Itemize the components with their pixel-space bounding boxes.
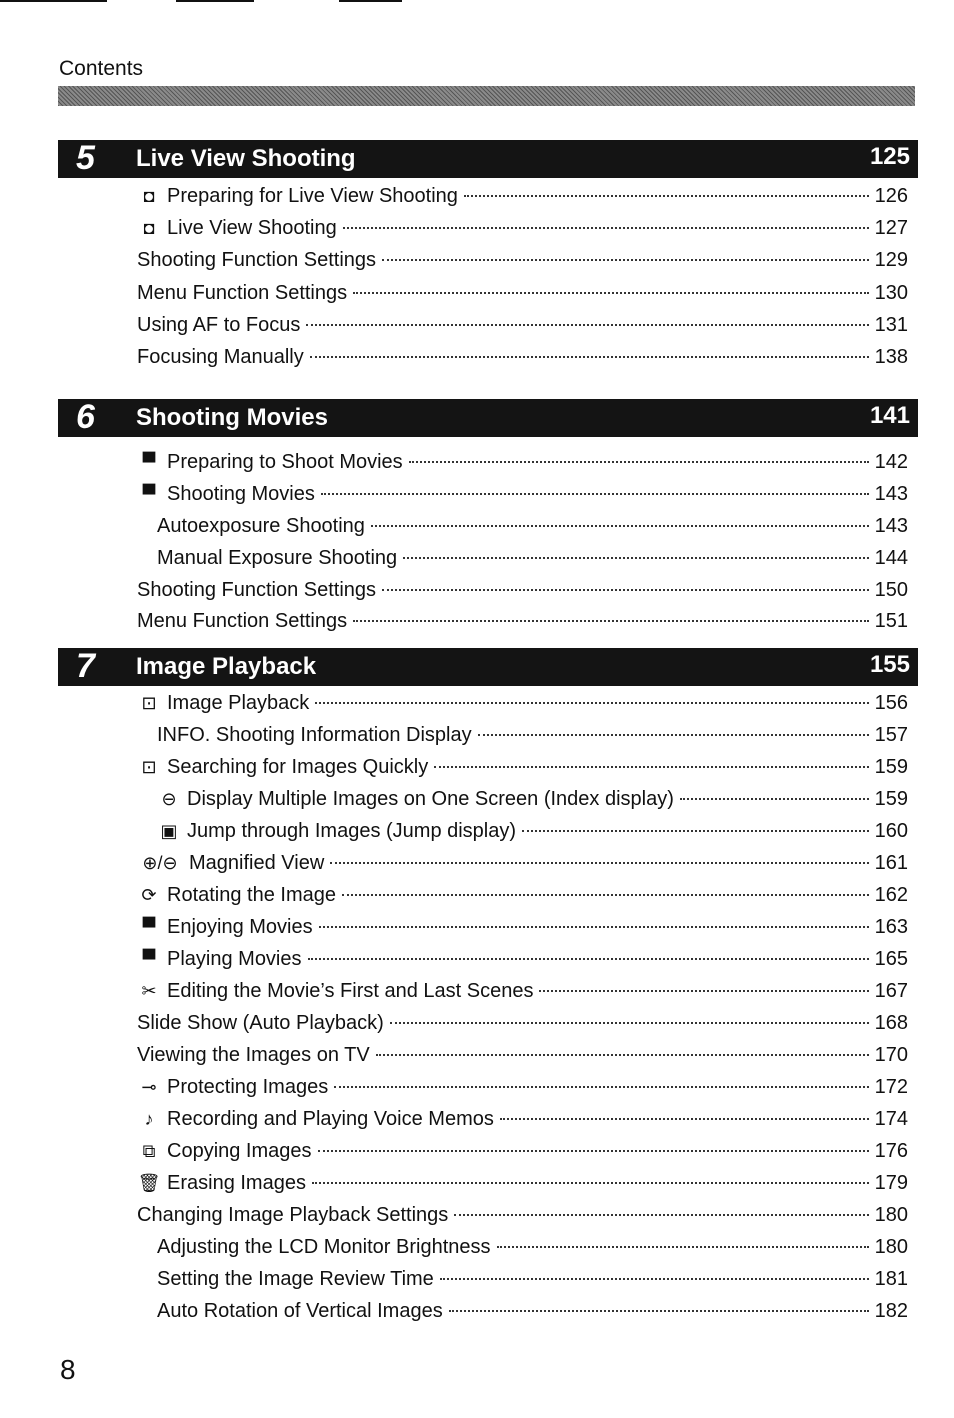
- chapter-header-5: [58, 140, 918, 178]
- toc-entry[interactable]: [137, 212, 908, 244]
- magnify-icon: ⊕/⊖: [142, 853, 178, 873]
- toc-entry[interactable]: [137, 309, 908, 341]
- chapter-title: Live View Shooting: [136, 145, 356, 172]
- toc-entry-page: 157: [874, 724, 908, 746]
- toc-entry[interactable]: [157, 1231, 908, 1263]
- toc-entry[interactable]: [137, 180, 908, 212]
- toc-entry[interactable]: [137, 847, 908, 879]
- page-number: 8: [60, 1354, 76, 1385]
- toc-entry-page: 142: [874, 451, 908, 473]
- toc-entry-label: Enjoying Movies: [167, 916, 313, 938]
- toc-entry[interactable]: [157, 510, 908, 542]
- toc-entry-page: 129: [874, 249, 908, 271]
- toc-entry-page: 172: [874, 1076, 908, 1098]
- toc-entry-label: Autoexposure Shooting: [157, 515, 365, 537]
- dot-leader: [310, 356, 869, 358]
- scissors-icon: ✂: [141, 981, 157, 1001]
- chapter-page-number: 125: [869, 143, 910, 170]
- toc-entry-label: Shooting Function Settings: [137, 579, 377, 601]
- toc-entry[interactable]: [137, 1135, 908, 1167]
- movie-camera-icon: ▀: [142, 917, 156, 937]
- toc-entry-page: 156: [874, 692, 908, 714]
- toc-entry[interactable]: [157, 719, 908, 751]
- toc-entry[interactable]: [137, 1071, 908, 1103]
- toc-entry[interactable]: [157, 542, 908, 574]
- toc-entry-page: 159: [874, 788, 908, 810]
- toc-entry-page: 162: [874, 884, 908, 906]
- toc-entry-label: INFO. Shooting Information Display: [157, 724, 472, 746]
- toc-entry[interactable]: [137, 751, 908, 783]
- toc-entry-label: Rotating the Image: [167, 884, 336, 906]
- dot-leader: [539, 990, 868, 992]
- dot-leader: [464, 195, 869, 197]
- toc-entry-label: Editing the Movie’s First and Last Scenes: [167, 980, 534, 1002]
- toc-entry-page: 180: [874, 1204, 908, 1226]
- dot-leader: [434, 766, 868, 768]
- key-icon: ⊸: [141, 1077, 157, 1097]
- dot-leader: [478, 734, 869, 736]
- toc-entry-page: 174: [874, 1108, 908, 1130]
- chapter-header-6: [58, 399, 918, 437]
- dot-leader: [353, 620, 869, 622]
- chapter-number: 6: [76, 398, 95, 436]
- header-band: [58, 86, 915, 106]
- trash-icon: 🗑: [137, 1173, 161, 1193]
- dot-leader: [382, 259, 869, 261]
- toc-entry-label: Viewing the Images on TV: [137, 1044, 370, 1066]
- toc-entry-page: 176: [874, 1140, 908, 1162]
- toc-entry[interactable]: [137, 1199, 908, 1231]
- dot-leader: [500, 1118, 869, 1120]
- toc-entry[interactable]: [137, 1103, 908, 1135]
- toc-entry[interactable]: [157, 783, 908, 815]
- dot-leader: [334, 1086, 868, 1088]
- dot-leader: [497, 1246, 869, 1248]
- toc-entry-label: Shooting Function Settings: [137, 249, 377, 271]
- toc-entry-label: Erasing Images: [167, 1172, 306, 1194]
- toc-entry-page: 130: [874, 282, 908, 304]
- toc-entry-label: Image Playback: [167, 692, 310, 714]
- playback-icon: ⊡: [141, 693, 157, 713]
- toc-entry-page: 126: [874, 185, 908, 207]
- copy-icon: ⧉: [142, 1141, 156, 1161]
- toc-entry-label: Menu Function Settings: [137, 282, 348, 304]
- toc-entry[interactable]: [137, 605, 908, 637]
- movie-camera-icon: ▀: [142, 949, 156, 969]
- playback-icon: ⊡: [141, 757, 157, 777]
- toc-entry-label: Changing Image Playback Settings: [137, 1204, 449, 1226]
- dot-leader: [403, 557, 868, 559]
- toc-entry-label: Copying Images: [167, 1140, 312, 1162]
- toc-entry[interactable]: [137, 687, 908, 719]
- dot-leader: [318, 1150, 869, 1152]
- dot-leader: [376, 1054, 869, 1056]
- toc-entry[interactable]: [157, 1263, 908, 1295]
- toc-entry[interactable]: [137, 574, 908, 606]
- chapter-page-number: 141: [869, 402, 910, 429]
- chapter-number: 7: [76, 647, 95, 685]
- dot-leader: [342, 894, 869, 896]
- toc-entry[interactable]: [137, 1039, 908, 1071]
- toc-entry-label: Recording and Playing Voice Memos: [167, 1108, 494, 1130]
- toc-entry-label: Focusing Manually: [137, 346, 304, 368]
- chapter-title: Image Playback: [136, 653, 317, 680]
- dot-leader: [382, 589, 869, 591]
- toc-entry-page: 161: [874, 852, 908, 874]
- dot-leader: [522, 830, 869, 832]
- top-rule-1: [0, 0, 107, 2]
- toc-entry-page: 179: [874, 1172, 908, 1194]
- running-head: Contents: [59, 57, 144, 80]
- toc-entry-page: 167: [874, 980, 908, 1002]
- movie-camera-icon: ▀: [142, 452, 156, 472]
- toc-entry-page: 180: [874, 1236, 908, 1258]
- toc-entry-page: 150: [874, 579, 908, 601]
- toc-entry[interactable]: [137, 478, 908, 510]
- dot-leader: [319, 926, 869, 928]
- chapter-header-7: [58, 648, 918, 686]
- toc-entry-label: Magnified View: [189, 852, 325, 874]
- toc-entry-label: Adjusting the LCD Monitor Brightness: [157, 1236, 491, 1258]
- toc-entry-label: Slide Show (Auto Playback): [137, 1012, 384, 1034]
- toc-entry[interactable]: [137, 1007, 908, 1039]
- toc-entry[interactable]: [137, 911, 908, 943]
- toc-entry-label: Setting the Image Review Time: [157, 1268, 434, 1290]
- toc-entry-label: Shooting Movies: [167, 483, 315, 505]
- camera-icon: ◘: [143, 218, 155, 238]
- toc-entry-page: 159: [874, 756, 908, 778]
- toc-entry[interactable]: [137, 277, 908, 309]
- toc-entry-label: Jump through Images (Jump display): [187, 820, 517, 842]
- chapter-title: Shooting Movies: [136, 404, 328, 431]
- dot-leader: [371, 525, 869, 527]
- jump-icon: ▣: [160, 821, 178, 841]
- toc-entry-page: 143: [874, 515, 908, 537]
- toc-entry-label: Auto Rotation of Vertical Images: [157, 1300, 443, 1322]
- chapter-number: 5: [76, 139, 95, 177]
- toc-entry-page: 131: [874, 314, 908, 336]
- dot-leader: [308, 958, 869, 960]
- toc-entry[interactable]: [137, 879, 908, 911]
- toc-entry-label: Manual Exposure Shooting: [157, 547, 398, 569]
- toc-entry[interactable]: [157, 815, 908, 847]
- toc-entry[interactable]: [137, 341, 908, 373]
- toc-entry[interactable]: [137, 446, 908, 478]
- toc-entry[interactable]: [137, 975, 908, 1007]
- rotate-icon: ⟳: [141, 885, 157, 905]
- toc-entry-page: 181: [874, 1268, 908, 1290]
- dot-leader: [454, 1214, 868, 1216]
- toc-entry-page: 144: [874, 547, 908, 569]
- chapter-page-number: 155: [869, 651, 910, 678]
- dot-leader: [353, 292, 869, 294]
- dot-leader: [680, 798, 869, 800]
- toc-entry-label: Preparing for Live View Shooting: [167, 185, 458, 207]
- dot-leader: [321, 493, 869, 495]
- toc-entry-label: Searching for Images Quickly: [167, 756, 429, 778]
- dot-leader: [449, 1310, 869, 1312]
- dot-leader: [390, 1022, 869, 1024]
- dot-leader: [330, 862, 868, 864]
- dot-leader: [315, 702, 868, 704]
- top-rule-2: [176, 0, 254, 2]
- toc-entry-page: 163: [874, 916, 908, 938]
- toc-entry-page: 143: [874, 483, 908, 505]
- toc-entry-label: Using AF to Focus: [137, 314, 301, 336]
- toc-entry-page: 182: [874, 1300, 908, 1322]
- index-zoom-out-icon: ⊖: [161, 789, 177, 809]
- toc-entry-page: 168: [874, 1012, 908, 1034]
- dot-leader: [343, 227, 869, 229]
- dot-leader: [306, 324, 868, 326]
- microphone-icon: ♪: [144, 1109, 154, 1129]
- top-rule-3: [339, 0, 402, 2]
- toc-entry-label: Playing Movies: [167, 948, 302, 970]
- toc-entry-page: 138: [874, 346, 908, 368]
- toc-entry-label: Protecting Images: [167, 1076, 329, 1098]
- dot-leader: [440, 1278, 869, 1280]
- toc-entry-page: 160: [874, 820, 908, 842]
- toc-entry[interactable]: [137, 943, 908, 975]
- toc-entry-label: Display Multiple Images on One Screen (Index display): [187, 788, 674, 810]
- dot-leader: [409, 461, 869, 463]
- toc-entry-page: 165: [874, 948, 908, 970]
- toc-entry-label: Preparing to Shoot Movies: [167, 451, 403, 473]
- toc-entry[interactable]: [137, 1167, 908, 1199]
- dot-leader: [312, 1182, 869, 1184]
- toc-entry-page: 151: [874, 610, 908, 632]
- movie-camera-icon: ▀: [142, 484, 156, 504]
- toc-entry-label: Live View Shooting: [167, 217, 337, 239]
- toc-entry-label: Menu Function Settings: [137, 610, 348, 632]
- toc-entry[interactable]: [137, 244, 908, 276]
- toc-entry-page: 170: [874, 1044, 908, 1066]
- camera-icon: ◘: [143, 186, 155, 206]
- toc-entry-page: 127: [874, 217, 908, 239]
- toc-entry[interactable]: [157, 1295, 908, 1327]
